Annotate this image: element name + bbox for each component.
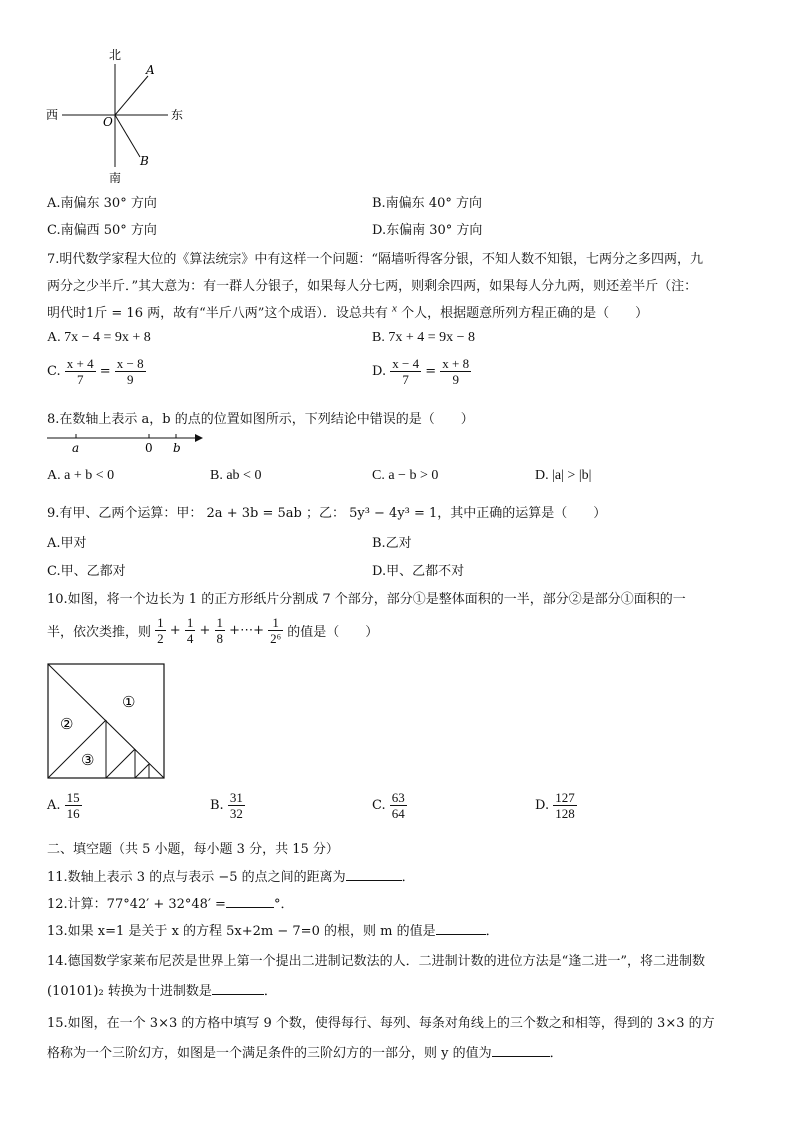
q10-a-den: 16	[66, 806, 80, 821]
q7-option-b: B. 7x + 4 = 9x − 8	[372, 330, 476, 345]
q10-b-num: 31	[229, 790, 243, 805]
q7-line3-a: 明代时1斤 = 16 两，故有“半斤八两”这个成语）．设总共有	[47, 306, 388, 321]
q10-option-a-frac	[65, 790, 82, 821]
q7-option-d-frac1	[390, 356, 421, 387]
q10-option-d	[535, 790, 577, 821]
q8-axis-zero: 0	[145, 441, 153, 455]
q10-dots: +⋯+	[229, 623, 264, 638]
q7-c-equals: =	[99, 364, 111, 379]
q8-option-a: A. a + b < 0	[47, 468, 115, 483]
q6-option-b: B.南偏东 40° 方向	[372, 196, 482, 211]
q10-option-c-label: C.	[372, 798, 386, 813]
q10-f2-num: 1	[186, 615, 194, 630]
q9-option-c: C.甲、乙都对	[47, 564, 126, 579]
q10-d-num: 127	[555, 790, 575, 805]
q10-frac-4	[268, 615, 283, 646]
q10-line2-b: 的值是（ ）	[287, 625, 379, 640]
q7-option-c-frac1	[65, 356, 96, 387]
q10-option-c-frac	[390, 790, 407, 821]
q10-d-den: 128	[555, 806, 575, 821]
q6-option-d: D.东偏南 30° 方向	[372, 223, 483, 238]
q10-square-figure	[47, 663, 167, 781]
q7-line3-b: 个人，根据题意所列方程正确的是（ ）	[401, 306, 649, 321]
q8-option-d: D. |a| > |b|	[535, 468, 592, 483]
q11-end: ．	[401, 870, 415, 885]
q10-part-1: ①	[122, 693, 136, 711]
q9-option-d: D.甲、乙都不对	[372, 564, 465, 579]
q10-f1-den: 2	[157, 631, 164, 646]
q12-text: 12.计算：77°42′ + 32°48′ =	[47, 897, 226, 912]
q7-d-equals: =	[425, 364, 437, 379]
q6-option-c: C.南偏西 50° 方向	[47, 223, 157, 238]
point-a-label: A	[146, 63, 155, 77]
q10-option-d-frac	[553, 790, 577, 821]
q15-line1: 15.如图，在一个 3×3 的方格中填写 9 个数，使得每行、每列、每条对角线上的三个数之和相等，得到的 3×3 的方	[47, 1016, 715, 1031]
q9-option-a: A.甲对	[47, 536, 87, 551]
q10-f4-num: 1	[268, 615, 283, 631]
q10-option-a-label: A.	[47, 798, 61, 813]
q10-option-b	[210, 790, 245, 821]
q8-axis-b: b	[173, 441, 181, 455]
q7-line3	[47, 302, 648, 321]
q10-part-3: ③	[81, 751, 95, 769]
q10-option-b-frac	[228, 790, 245, 821]
west-label: 西	[46, 108, 59, 122]
q12	[47, 893, 293, 912]
q11-text: 11.数轴上表示 3 的点与表示 −5 的点之间的距离为	[47, 870, 346, 885]
q8-stem: 8.在数轴上表示 a，b 的点的位置如图所示，下列结论中错误的是（ ）	[47, 412, 474, 427]
east-label: 东	[171, 108, 184, 122]
origin-label: O	[103, 115, 113, 129]
point-b-label: B	[140, 154, 149, 168]
q14-line1: 14.德国数学家莱布尼茨是世界上第一个提出二进制记数法的人．二进制计数的进位方法是“逢二进一”，将二进制数	[47, 954, 705, 969]
q11-answer-blank[interactable]	[346, 868, 402, 881]
q7-line1: 7.明代数学家程大位的《算法统宗》中有这样一个问题：“隔墙听得客分银，不知人数不知银，七两分之多四两，九	[47, 252, 704, 267]
q15-end: ．	[549, 1046, 563, 1061]
q7-d-num1: x − 4	[392, 356, 420, 371]
q13-end: ．	[485, 924, 499, 939]
q10-option-c	[372, 790, 407, 821]
q10-f3-num: 1	[216, 615, 224, 630]
q7-c-num2: x − 8	[116, 356, 144, 371]
q7-line2: 两分之少半斤．”其大意为：有一群人分银子，如果每人分七两，则剩余四两，如果每人分九两，则还差半斤（注：	[47, 279, 698, 294]
q10-b-den: 32	[229, 806, 243, 821]
q7-option-c	[47, 356, 146, 387]
q8-axis-a: a	[72, 441, 80, 455]
q7-option-d-frac2	[440, 356, 471, 387]
q10-plus-2: +	[199, 623, 211, 638]
q10-frac-2	[185, 615, 196, 646]
q13-text: 13.如果 x=1 是关于 x 的方程 5x+2m − 7=0 的根，则 m 的值是	[47, 924, 436, 939]
q14-text: (10101)₂ 转换为十进制数是	[47, 984, 212, 999]
q14-end: ．	[263, 984, 277, 999]
q13-answer-blank[interactable]	[436, 922, 486, 935]
q7-option-d-label: D.	[372, 364, 387, 379]
q13	[47, 920, 499, 939]
q10-option-b-label: B.	[210, 798, 224, 813]
q10-line2	[47, 615, 378, 646]
q10-line1: 10.如图，将一个边长为 1 的正方形纸片分割成 7 个部分，部分①是整体面积的一半，部分②是部分①面积的一	[47, 592, 686, 607]
q10-f2-den: 4	[186, 631, 194, 646]
q15-line2	[47, 1042, 563, 1061]
q11	[47, 866, 415, 885]
q10-f4-den: 2⁶	[270, 631, 282, 646]
q14-line2	[47, 980, 277, 999]
q10-plus-1: +	[169, 623, 181, 638]
q8-option-b: B. ab < 0	[210, 468, 262, 483]
q9-option-b: B.乙对	[372, 536, 412, 551]
q10-option-a	[47, 790, 82, 821]
q6-option-a: A.南偏东 30° 方向	[47, 196, 157, 211]
q7-option-c-frac2	[115, 356, 146, 387]
q8-number-line	[45, 428, 205, 456]
q12-end: °．	[273, 897, 294, 912]
q7-option-d	[372, 356, 471, 387]
q12-answer-blank[interactable]	[226, 895, 274, 908]
section-2-heading: 二、填空题（共 5 小题，每小题 3 分，共 15 分）	[47, 842, 339, 857]
south-label: 南	[109, 171, 122, 185]
q10-f1-num: 1	[157, 615, 164, 630]
q15-text: 格称为一个三阶幻方，如图是一个满足条件的三阶幻方的一部分，则 y 的值为	[47, 1046, 492, 1061]
north-label: 北	[109, 48, 122, 62]
q8-option-c: C. a − b > 0	[372, 468, 439, 483]
q10-frac-1	[155, 615, 166, 646]
q10-a-num: 15	[66, 790, 80, 805]
q10-f3-den: 8	[216, 631, 224, 646]
q10-option-d-label: D.	[535, 798, 550, 813]
q10-c-den: 64	[391, 806, 405, 821]
q14-answer-blank[interactable]	[212, 982, 264, 995]
q7-d-den2: 9	[452, 372, 459, 387]
q7-c-den1: 7	[76, 372, 84, 387]
q10-frac-3	[215, 615, 226, 646]
q10-part-2: ②	[60, 715, 74, 733]
q7-d-den1: 7	[402, 372, 409, 387]
q9-stem: 9.有甲、乙两个运算：甲： 2a + 3b = 5ab ；乙： 5y³ − 4y³ = 1，其中正确的运算是（ ）	[47, 506, 607, 521]
q7-variable-x: x	[392, 302, 397, 315]
compass-diagram	[40, 42, 200, 187]
q10-line2-a: 半，依次类推，则	[47, 625, 152, 640]
q10-c-num: 63	[391, 790, 405, 805]
q7-c-den2: 9	[126, 372, 134, 387]
q7-option-c-label: C.	[47, 364, 61, 379]
q7-c-num1: x + 4	[66, 356, 94, 371]
q7-d-num2: x + 8	[442, 356, 470, 371]
q15-answer-blank[interactable]	[492, 1044, 550, 1057]
q7-option-a: A. 7x − 4 = 9x + 8	[47, 330, 151, 345]
